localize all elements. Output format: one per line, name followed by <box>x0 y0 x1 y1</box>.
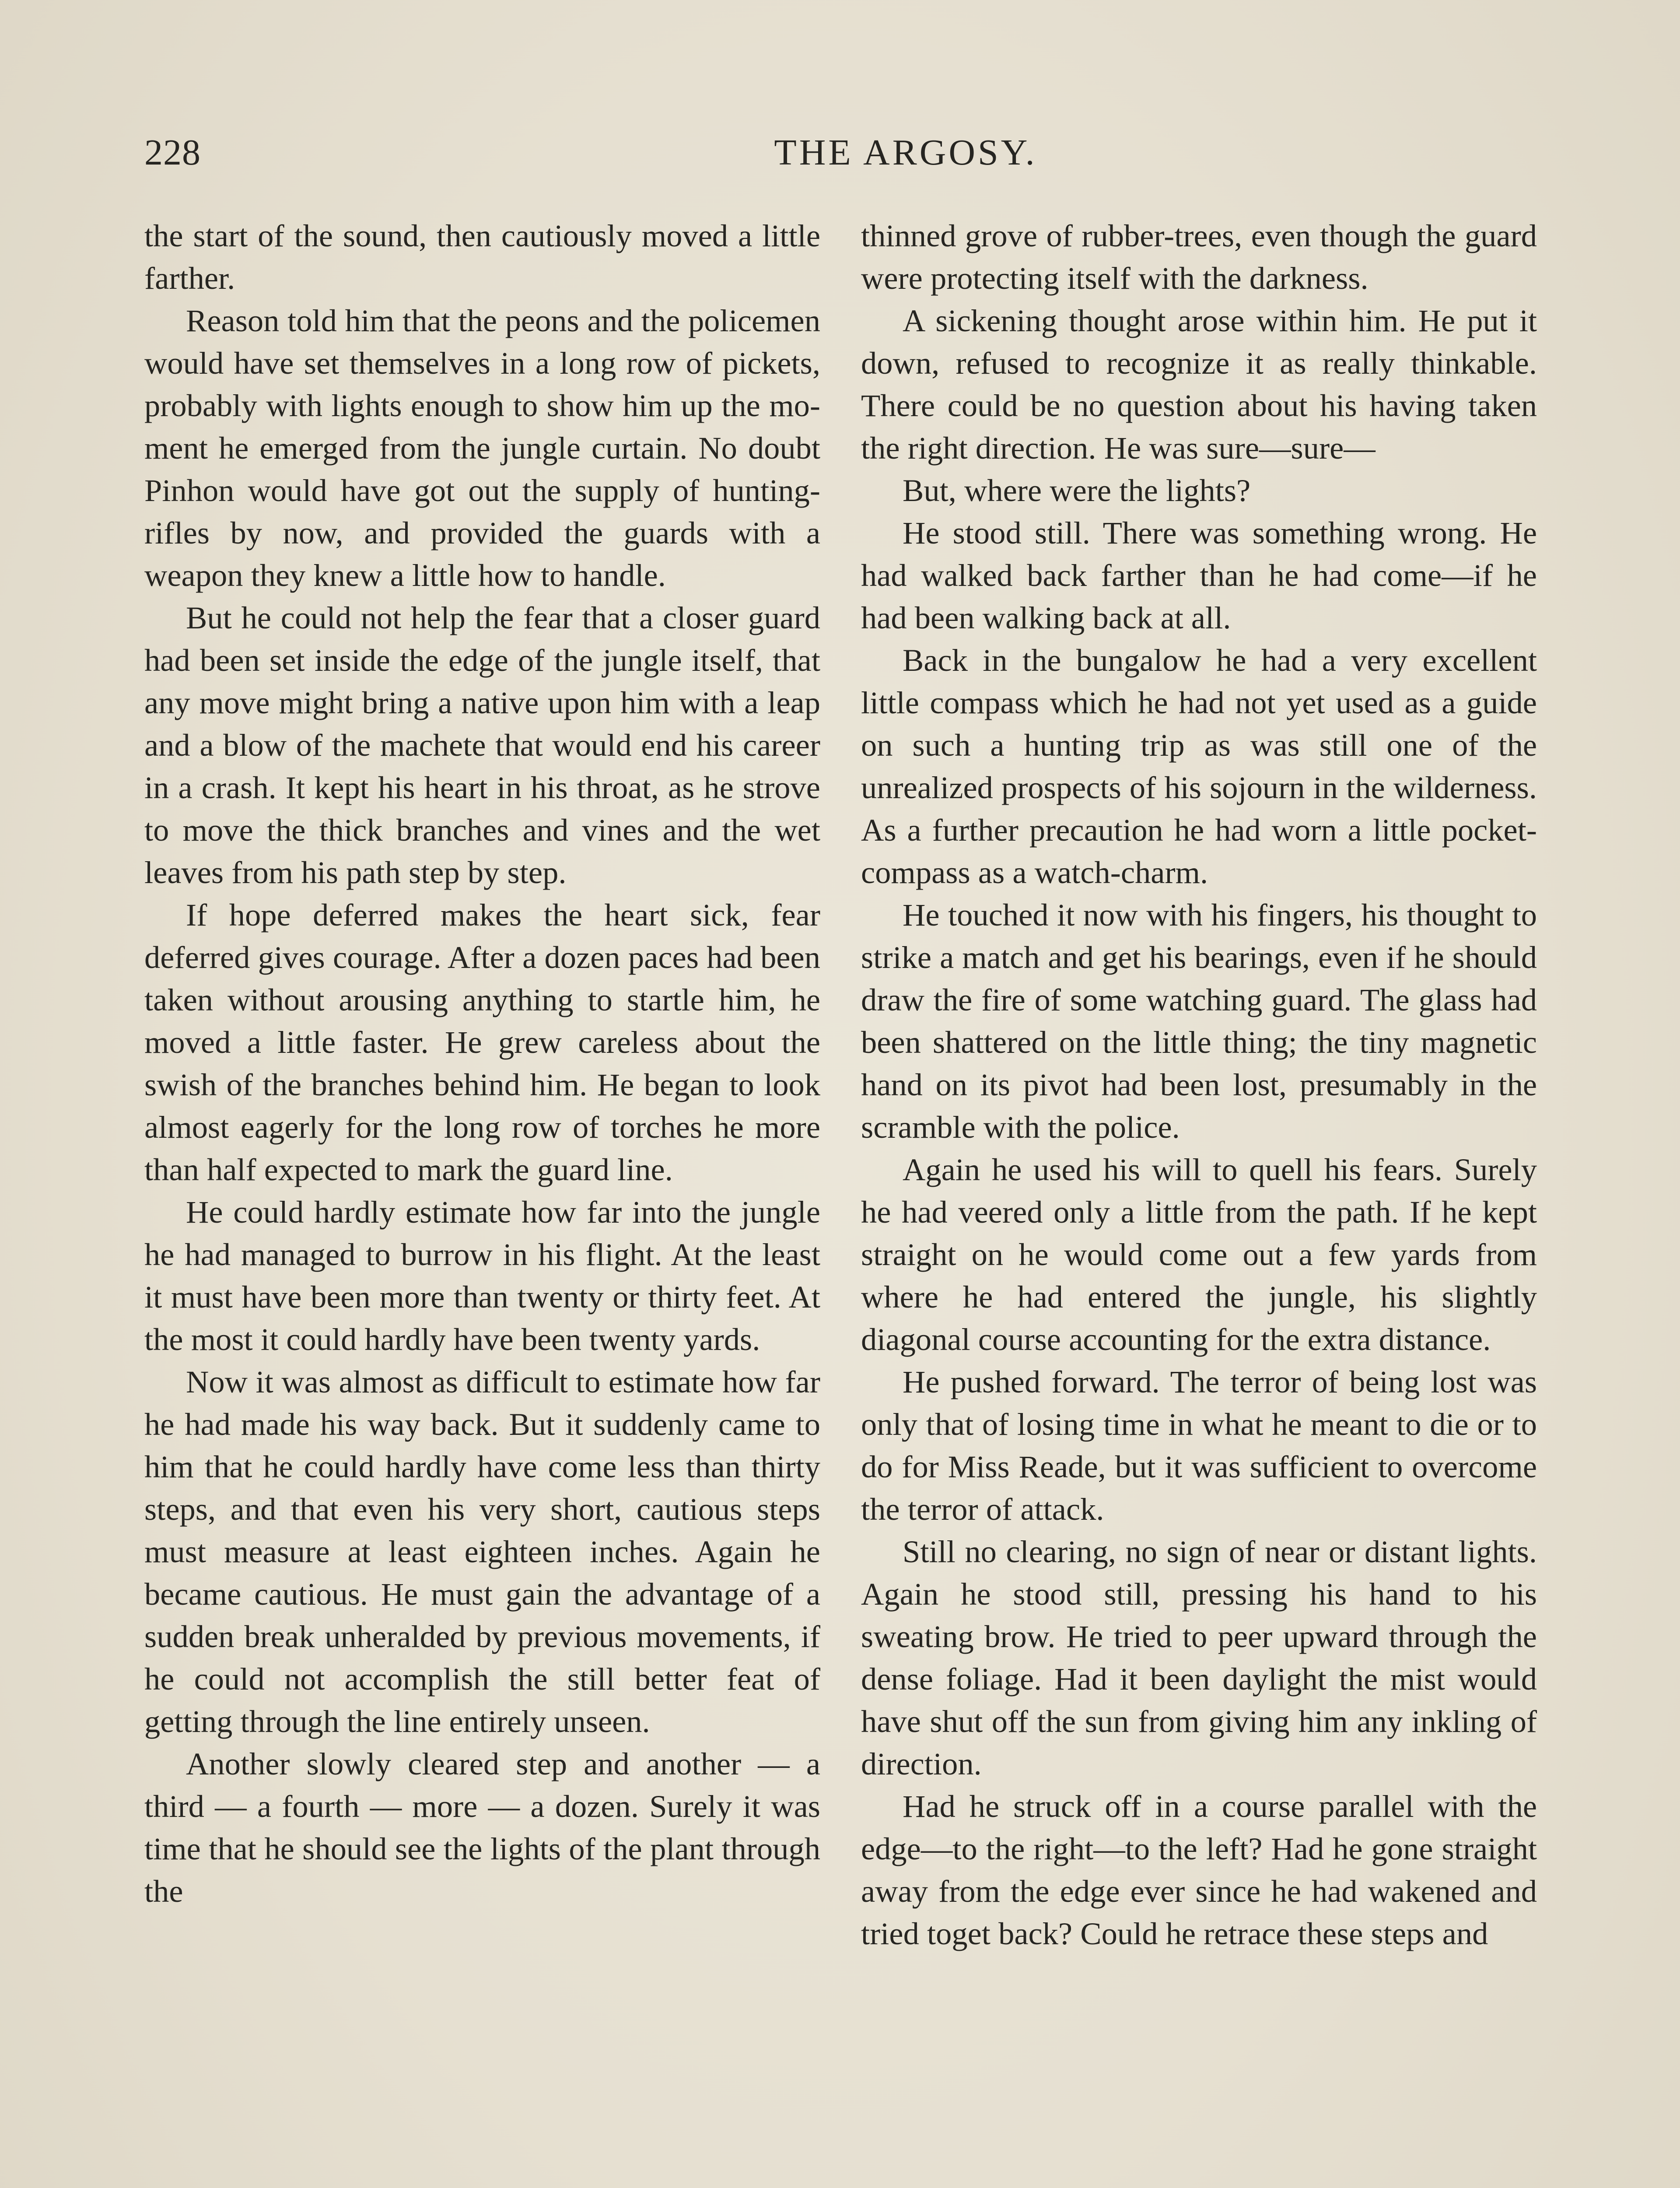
paragraph: A sickening thought arose within him. He put it down, refused to recognize it as really thinkable. There could be no question about his having taken the right direction. He was sure—sure— <box>861 303 1537 466</box>
paragraph: Back in the bungalow he had a very excellent little compass which he had not yet used as a guide on such a hunting trip as was still one of the unrealized prospects of his sojourn in the wilderness. As a further precaution he had worn a little pocket-compass as a watch-charm. <box>861 642 1537 890</box>
paragraph: He pushed forward. The terror of being lost was only that of losing time in what he meant to die or to do for Miss Reade, but it was sufficient to overcome the terror of attack. <box>861 1364 1537 1527</box>
paragraph: Had he struck off in a course parallel with the edge—to the right—to the left? Had he gone straight away from the edge ever since he had wakened and tried toget back? Could he retrace these steps and <box>861 1788 1537 1951</box>
paragraph: Still no clearing, no sign of near or distant lights. Again he stood still, pressing his hand to his sweating brow. He tried to peer upward through the dense foliage. Had it been daylight the mist would have shut off the sun from giving him any inkling of direction. <box>861 1534 1537 1781</box>
paragraph: He stood still. There was something wrong. He had walked back farther than he had come—if he had been walking back at all. <box>861 515 1537 635</box>
paragraph: Another slowly cleared step and another — a third — a fourth — more — a dozen. Surely it was time that he should see the lights of the plant through the <box>144 1746 820 1909</box>
paragraph: But, where were the lights? <box>903 473 1251 508</box>
paragraph: Reason told him that the peons and the policemen would have set themselves in a long row of pickets, probably with lights enough to show him up the moment he emerged from the jungle curtain. No doubt Pinhon would have got out the supply of hunting-rifles by now, and provided the guards with a weapon they knew a little how to handle. <box>144 303 820 593</box>
paragraph: If hope deferred makes the heart sick, fear deferred gives courage. After a dozen paces had been taken without arousing anything to startle him, he moved a little faster. He grew careless about the swish of the branches behind him. He began to look almost eagerly for the long row of torches he more than half expected to mark the guard line. <box>144 897 820 1187</box>
paragraph: He could hardly estimate how far into the jungle he had managed to burrow in his flight. At the least it must have been more than twenty or thirty feet. At the most it could hardly have been twenty yards. <box>144 1194 820 1357</box>
paragraph: thinned grove of rubber-trees, even though the guard were protecting itself with the darkness. <box>861 218 1537 296</box>
paragraph: Again he used his will to quell his fears. Surely he had veered only a little from the path. If he kept straight on he would come out a few yards from where he had entered the jungle, his slightly diagonal course accounting for the extra distance. <box>861 1152 1537 1357</box>
paragraph: Now it was almost as difficult to estimate how far he had made his way back. But it suddenly came to him that he could hardly have come less than thirty steps, and that even his very short, cautious steps must measure at least eighteen inches. Again he became cautious. He must gain the advantage of a sudden break unheralded by previous movements, if he could not accomplish the still better feat of getting through the line entirely unseen. <box>144 1364 820 1739</box>
page-number: 228 <box>144 132 201 173</box>
paragraph: He touched it now with his fingers, his thought to strike a match and get his bearings, even if he should draw the fire of some watching guard. The glass had been shattered on the little thing; the tiny magnetic hand on its pivot had been lost, presumably in the scramble with the police. <box>861 897 1537 1145</box>
page-header <box>144 131 1536 179</box>
paragraph: But he could not help the fear that a closer guard had been set inside the edge of the jungle itself, that any move might bring a native upon him with a leap and a blow of the machete that would end his career in a crash. It kept his heart in his throat, as he strove to move the thick branches and vines and the wet leaves from his path step by step. <box>144 600 820 890</box>
left-column <box>144 214 820 1912</box>
paragraph: the start of the sound, then cautiously moved a little farther. <box>144 218 820 296</box>
right-column <box>861 214 1537 1955</box>
running-head: THE ARGOSY. <box>774 132 1037 173</box>
